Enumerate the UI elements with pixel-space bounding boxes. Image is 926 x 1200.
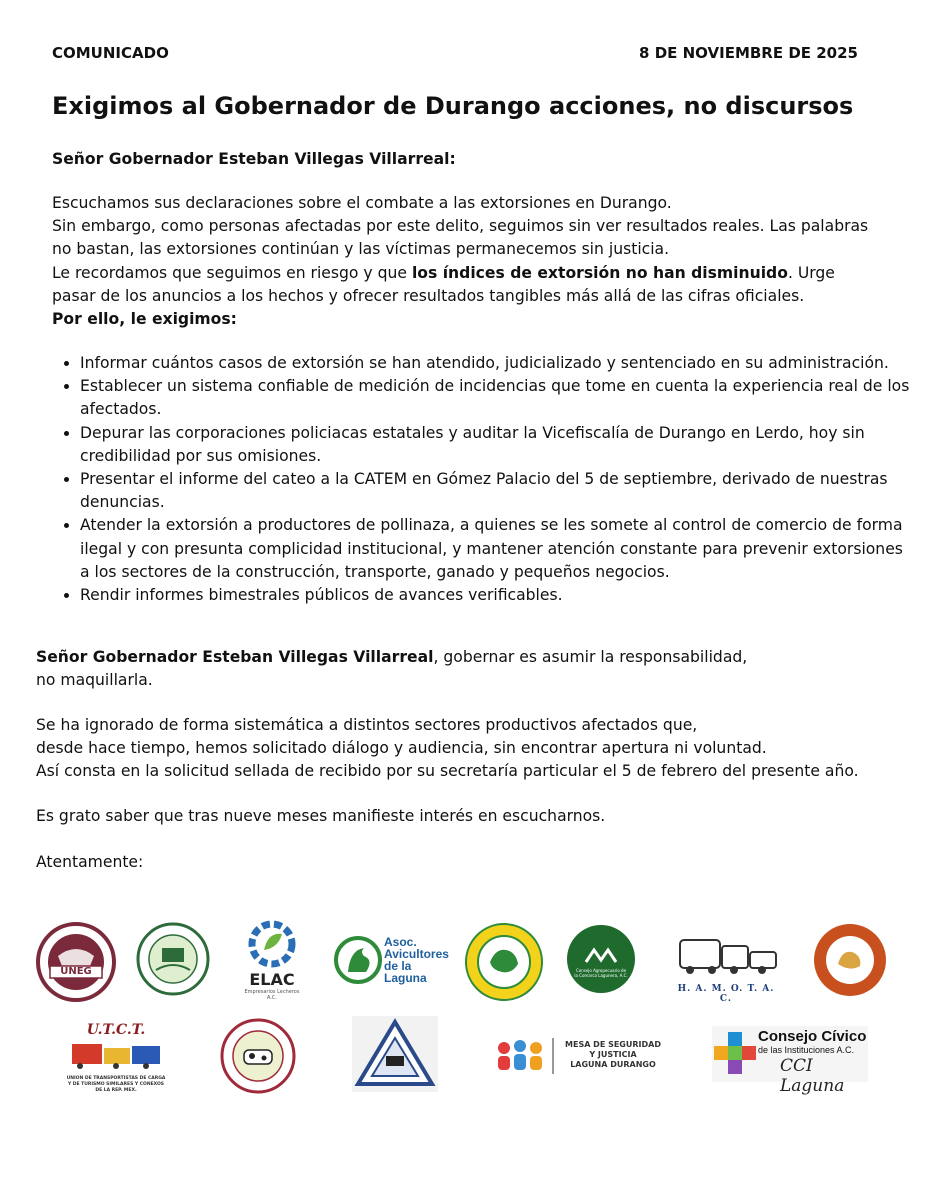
demands-list xyxy=(52,352,910,607)
demand-intro: Por ello, le exigimos: xyxy=(52,310,237,329)
list-item: • Establecer un sistema confiable de medición de incidencias que tome en cuenta la experiencia real de los afectados. xyxy=(80,375,910,421)
ganadera-local-logo xyxy=(812,922,888,998)
closing-p2-line-2: desde hace tiempo, hemos solicitado diálogo y audiencia, sin encontrar apertura ni voluntad. xyxy=(36,739,767,758)
utct-title: U.T.C.T. xyxy=(86,1022,146,1038)
asoc-avicultores-logo xyxy=(334,928,449,994)
agro-subtext: Consejo Agropecuario de la Comarca Lagunera, A.C. xyxy=(574,968,628,978)
consejo-signature: CCI Laguna xyxy=(780,1056,845,1096)
header xyxy=(52,44,858,62)
mesa-line-3: LAGUNA DURANGO xyxy=(570,1060,656,1069)
list-item: • Presentar el informe del cateo a la CATEM en Gómez Palacio del 5 de septiembre, derivado de nuestras denuncias. xyxy=(80,468,910,514)
mesa-line-2: Y JUSTICIA xyxy=(589,1050,637,1059)
salutation: Señor Gobernador Esteban Villegas Villarreal: xyxy=(52,150,456,168)
elac-text: ELAC xyxy=(249,970,295,989)
list-item: • Rendir informes bimestrales públicos de avances verificables. xyxy=(80,584,910,607)
consejo-agropecuario-logo xyxy=(566,924,636,994)
hamotac-logo xyxy=(670,924,782,1004)
document-type: COMUNICADO xyxy=(52,44,169,62)
asoc-line-3: de la xyxy=(384,959,412,973)
closing-line-2: no maquillarla. xyxy=(36,671,153,690)
hamotac-text: H. A. M. O. T. A. C. xyxy=(677,984,775,1004)
intro-paragraph xyxy=(52,192,882,331)
signoff: Atentamente: xyxy=(36,853,144,871)
distrito-logo xyxy=(136,922,210,996)
asoc-line-2: Avicultores xyxy=(384,947,449,961)
mesa-seguridad-logo xyxy=(494,1036,670,1076)
closing-paragraph-1 xyxy=(36,646,896,692)
union-ganadera-logo xyxy=(464,922,544,1002)
intro-line-2: Sin embargo, como personas afectadas por este delito, seguimos sin ver resultados reales. Las palabras no bastan, las extorsiones continúan y las víctimas permanecemos sin justicia. xyxy=(52,217,869,259)
document-date: 8 DE NOVIEMBRE DE 2025 xyxy=(639,44,858,62)
mesa-divider xyxy=(552,1038,554,1074)
uneg-text: UNEG xyxy=(60,966,92,977)
closing-line-1-rest: , gobernar es asumir la responsabilidad, xyxy=(433,648,748,666)
consejo-civico-logo xyxy=(712,1026,868,1096)
intro-line-3-bold: los índices de extorsión no han disminuido xyxy=(411,263,788,282)
list-item: • Atender la extorsión a productores de pollinaza, a quienes se les somete al control de comercio de forma ilegal y con presunta complicidad institucional, y mantener atención constante para prevenir extorsiones a los sectores de la construcción, transporte, ganado y pequeños negocios. xyxy=(80,514,910,584)
closing-bold-name: Señor Gobernador Esteban Villegas Villarreal xyxy=(36,648,434,666)
closing-p2-line-1: Se ha ignorado de forma sistemática a distintos sectores productivos afectados que, xyxy=(36,716,698,734)
uneg-logo xyxy=(36,922,116,1002)
list-item: • Informar cuántos casos de extorsión se han atendido, judicializado y sentenciado en su administración. xyxy=(80,352,910,375)
elac-subtext: Empresarios Lecheros A.C. xyxy=(244,989,300,1001)
triangle-association-logo xyxy=(352,1016,438,1092)
intro-line-3 xyxy=(52,262,882,308)
asoc-line-1: Asoc. xyxy=(384,935,417,949)
closing-paragraph-3: Es grato saber que tras nueve meses manifieste interés en escucharnos. xyxy=(36,807,606,825)
ganadera-gomez-logo xyxy=(220,1018,296,1094)
utct-logo xyxy=(66,1022,166,1102)
mesa-line-1: MESA DE SEGURIDAD xyxy=(565,1040,661,1049)
closing-p2-line-3: Así consta en la solicitud sellada de recibido por su secretaría particular el 5 de febrero del presente año. xyxy=(36,762,859,781)
elac-logo xyxy=(242,920,302,1000)
closing-line-1 xyxy=(36,646,896,669)
list-item: • Depurar las corporaciones policiacas estatales y auditar la Vicefiscalía de Durango en Lerdo, hoy sin credibilidad por sus omisiones. xyxy=(80,422,910,468)
utct-subtext: UNION DE TRANSPORTISTAS DE CARGA Y DE TURISMO SIMILARES Y CONEXOS DE LA REP. MEX. xyxy=(66,1076,166,1093)
consejo-subtitle: de las Instituciones A.C. xyxy=(758,1045,855,1055)
asoc-line-4: Laguna xyxy=(384,971,427,985)
consejo-title: Consejo Cívico xyxy=(758,1028,867,1045)
intro-line-3-pre: Le recordamos que seguimos en riesgo y que xyxy=(52,263,412,282)
page-title: Exigimos al Gobernador de Durango acciones, no discursos xyxy=(52,92,854,120)
closing-paragraph-2 xyxy=(36,714,896,784)
intro-line-3-post: . Urge pasar de los anuncios a los hechos y ofrecer resultados tangibles más allá de las cifras oficiales. xyxy=(52,263,835,305)
intro-line-1: Escuchamos sus declaraciones sobre el combate a las extorsiones en Durango. xyxy=(52,194,672,212)
